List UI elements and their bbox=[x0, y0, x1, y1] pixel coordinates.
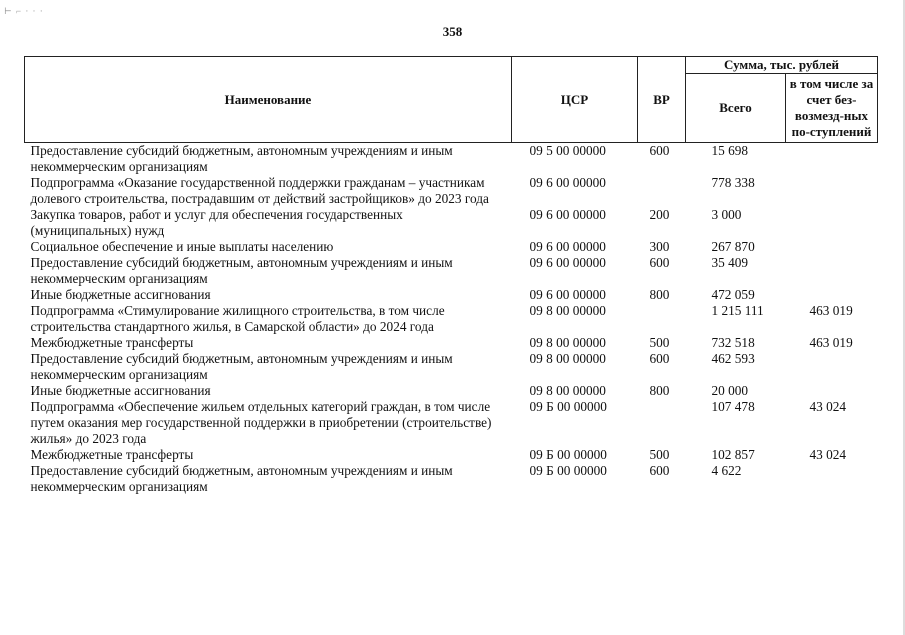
table-row bbox=[25, 287, 878, 303]
scan-artifact: ⊢ ⌐ · · · bbox=[4, 6, 44, 16]
row-name: Закупка товаров, работ и услуг для обеспечения государственных (муниципальных) нужд bbox=[30, 207, 403, 238]
row-total: 15 698 bbox=[711, 143, 749, 158]
row-incl bbox=[786, 463, 878, 495]
row-vr: 300 bbox=[649, 239, 670, 254]
row-name: Предоставление субсидий бюджетным, автономным учреждениям и иным некоммерческим организациям bbox=[30, 463, 453, 494]
row-csr: 09 Б 00 00000 bbox=[529, 463, 607, 478]
row-incl: 463 019 bbox=[809, 303, 853, 318]
header-incl-text: в том числе за счет без-возмезд-ных по-ступлений bbox=[789, 76, 874, 139]
row-incl bbox=[786, 255, 878, 287]
row-incl bbox=[786, 239, 878, 255]
row-total: 107 478 bbox=[711, 399, 755, 414]
row-csr: 09 6 00 00000 bbox=[529, 239, 606, 254]
row-csr: 09 6 00 00000 bbox=[529, 255, 606, 270]
row-total: 462 593 bbox=[711, 351, 755, 366]
row-vr: 800 bbox=[649, 383, 670, 398]
table-row bbox=[25, 175, 878, 207]
row-csr: 09 6 00 00000 bbox=[529, 287, 606, 302]
row-name: Иные бюджетные ассигнования bbox=[30, 287, 211, 302]
row-csr: 09 Б 00 00000 bbox=[529, 399, 607, 414]
header-csr: ЦСР bbox=[512, 57, 638, 143]
row-name: Предоставление субсидий бюджетным, автономным учреждениям и иным некоммерческим организациям bbox=[30, 143, 453, 174]
row-csr: 09 6 00 00000 bbox=[529, 175, 606, 190]
header-incl bbox=[786, 74, 878, 143]
row-total: 3 000 bbox=[711, 207, 742, 222]
row-total: 472 059 bbox=[711, 287, 755, 302]
table-row bbox=[25, 335, 878, 351]
budget-table bbox=[24, 56, 878, 495]
table-row bbox=[25, 447, 878, 463]
row-csr: 09 6 00 00000 bbox=[529, 207, 606, 222]
row-incl: 43 024 bbox=[809, 399, 847, 414]
header-total: Всего bbox=[686, 74, 786, 143]
row-vr: 200 bbox=[649, 207, 670, 222]
row-csr: 09 8 00 00000 bbox=[529, 303, 606, 318]
row-name: Подпрограмма «Оказание государственной поддержки гражданам – участникам долевого строительства, пострадавшим от действий застройщиков» до 2023 года bbox=[30, 175, 489, 206]
row-incl bbox=[786, 383, 878, 399]
row-incl: 463 019 bbox=[809, 335, 853, 350]
row-vr: 500 bbox=[649, 447, 670, 462]
row-total: 732 518 bbox=[711, 335, 755, 350]
table-row bbox=[25, 303, 878, 335]
page-number: 358 bbox=[442, 24, 463, 39]
row-total: 778 338 bbox=[711, 175, 755, 190]
row-incl bbox=[786, 287, 878, 303]
row-incl bbox=[786, 207, 878, 239]
row-name: Предоставление субсидий бюджетным, автономным учреждениям и иным некоммерческим организациям bbox=[30, 351, 453, 382]
header-vr: ВР bbox=[638, 57, 686, 143]
row-vr bbox=[638, 303, 686, 335]
row-incl bbox=[786, 175, 878, 207]
row-total: 4 622 bbox=[711, 463, 742, 478]
row-vr: 600 bbox=[649, 351, 670, 366]
row-csr: 09 5 00 00000 bbox=[529, 143, 606, 158]
row-name: Социальное обеспечение и иные выплаты населению bbox=[30, 239, 334, 254]
table-row bbox=[25, 383, 878, 399]
row-csr: 09 Б 00 00000 bbox=[529, 447, 607, 462]
row-total: 102 857 bbox=[711, 447, 755, 462]
row-csr: 09 8 00 00000 bbox=[529, 335, 606, 350]
header-name: Наименование bbox=[25, 57, 512, 143]
row-vr bbox=[638, 175, 686, 207]
table-body bbox=[25, 143, 878, 496]
row-vr: 800 bbox=[649, 287, 670, 302]
row-incl: 43 024 bbox=[809, 447, 847, 462]
row-total: 267 870 bbox=[711, 239, 755, 254]
table-header bbox=[25, 57, 878, 143]
row-csr: 09 8 00 00000 bbox=[529, 351, 606, 366]
header-sum-group: Сумма, тыс. рублей bbox=[686, 57, 878, 74]
row-name: Межбюджетные трансферты bbox=[30, 335, 194, 350]
row-vr: 500 bbox=[649, 335, 670, 350]
table-row bbox=[25, 239, 878, 255]
row-vr: 600 bbox=[649, 255, 670, 270]
row-name: Подпрограмма «Стимулирование жилищного строительства, в том числе строительства стандартного жилья, в Самарской области» до 2024 года bbox=[30, 303, 445, 334]
table-row bbox=[25, 399, 878, 447]
table-row bbox=[25, 463, 878, 495]
row-total: 1 215 111 bbox=[711, 303, 764, 318]
row-total: 35 409 bbox=[711, 255, 749, 270]
row-vr: 600 bbox=[649, 463, 670, 478]
row-vr: 600 bbox=[649, 143, 670, 158]
row-incl bbox=[786, 351, 878, 383]
table-row bbox=[25, 207, 878, 239]
row-total: 20 000 bbox=[711, 383, 749, 398]
row-incl bbox=[786, 143, 878, 176]
row-name: Предоставление субсидий бюджетным, автономным учреждениям и иным некоммерческим организациям bbox=[30, 255, 453, 286]
table-row bbox=[25, 255, 878, 287]
row-name: Иные бюджетные ассигнования bbox=[30, 383, 211, 398]
row-vr bbox=[638, 399, 686, 447]
row-name: Межбюджетные трансферты bbox=[30, 447, 194, 462]
table-row bbox=[25, 351, 878, 383]
row-csr: 09 8 00 00000 bbox=[529, 383, 606, 398]
table-row bbox=[25, 143, 878, 176]
row-name: Подпрограмма «Обеспечение жильем отдельных категорий граждан, в том числе путем оказания мер государственной поддержки в приобретении (строительстве) жилья» до 2023 года bbox=[30, 399, 492, 446]
